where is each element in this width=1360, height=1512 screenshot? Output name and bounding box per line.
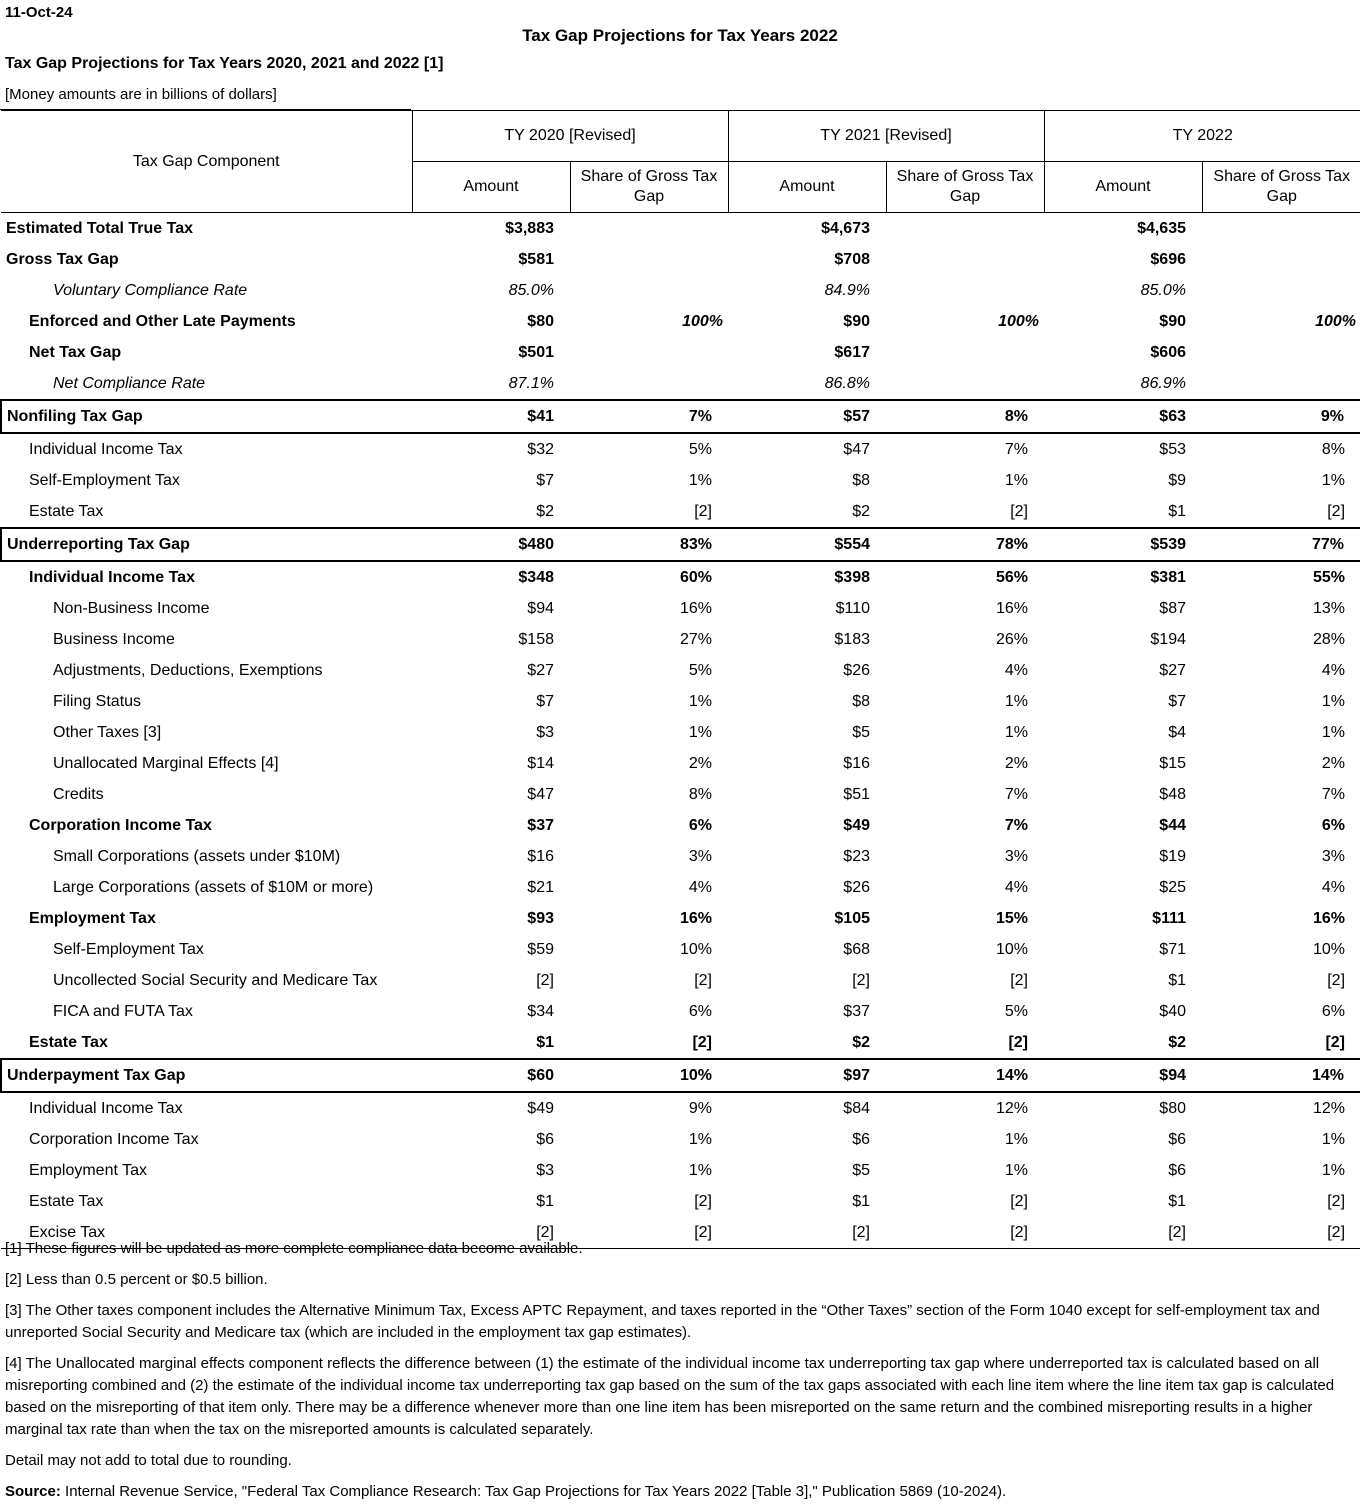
cell-share: [2] <box>694 1192 712 1210</box>
cell-amount: $348 <box>518 568 554 586</box>
cell-share: 2% <box>1004 754 1028 772</box>
cell-share: 9% <box>688 1099 712 1117</box>
cell-amount: $90 <box>1159 312 1186 330</box>
cell-amount: $2 <box>852 502 870 520</box>
cell-share: 15% <box>995 909 1028 927</box>
cell-amount: $94 <box>527 599 554 617</box>
cell-amount: $581 <box>518 250 554 268</box>
cell-share: 5% <box>1004 1002 1028 1020</box>
table-row <box>1 1124 1360 1155</box>
cell-amount: $8 <box>852 692 870 710</box>
cell-share: 4% <box>1321 661 1346 679</box>
cell-amount: $71 <box>1159 940 1186 958</box>
cell-share: 100% <box>682 312 723 330</box>
footnote-1: [1] These figures will be updated as more complete compliance data become available. <box>5 1240 583 1257</box>
cell-share: 2% <box>688 754 712 772</box>
cell-amount: $15 <box>1159 754 1186 772</box>
cell-amount: $37 <box>843 1002 870 1020</box>
cell-amount: $1 <box>1168 971 1186 989</box>
cell-amount: $32 <box>527 440 554 458</box>
cell-share: 26% <box>995 630 1028 648</box>
cell-amount: $16 <box>527 847 554 865</box>
cell-share: [2] <box>886 1217 1044 1249</box>
cell-share: 7% <box>570 400 728 433</box>
cell-amount: $3,883 <box>505 219 554 237</box>
cell-amount: $708 <box>834 250 870 268</box>
cell-amount: $19 <box>1159 847 1186 865</box>
cell-amount: $2 <box>852 1033 870 1051</box>
cell-share: 6% <box>1321 1002 1346 1020</box>
row-label: Uncollected Social Security and Medicare Tax <box>53 971 378 989</box>
cell-share: 1% <box>1321 1130 1346 1148</box>
cell-share: [2] <box>1327 971 1346 989</box>
section-row <box>1 1059 1360 1092</box>
cell-amount: $4,673 <box>821 219 870 237</box>
tax-gap-table <box>0 110 1360 1249</box>
cell-share: 1% <box>1004 1161 1028 1179</box>
cell-share: [2] <box>1010 502 1028 520</box>
table-row <box>1 368 1360 400</box>
cell-amount: $7 <box>536 471 554 489</box>
cell-share: 16% <box>995 599 1028 617</box>
cell-amount: $53 <box>1159 440 1186 458</box>
cell-share: 3% <box>1321 847 1346 865</box>
cell-amount: $49 <box>527 1099 554 1117</box>
header-share: Share of Gross Tax Gap <box>1202 162 1360 213</box>
header-year-2022: TY 2022 <box>1044 111 1360 162</box>
cell-amount: $93 <box>527 909 554 927</box>
table-row <box>1 561 1360 593</box>
cell-share: 1% <box>1004 1130 1028 1148</box>
table-row <box>1 686 1360 717</box>
row-label: Net Compliance Rate <box>53 374 206 392</box>
page-title: Tax Gap Projections for Tax Years 2022 <box>522 26 838 45</box>
cell-amount: $16 <box>843 754 870 772</box>
row-label: Adjustments, Deductions, Exemptions <box>53 661 323 679</box>
table-row <box>1 965 1360 996</box>
cell-amount: $6 <box>852 1130 870 1148</box>
cell-share: [2] <box>694 502 712 520</box>
cell-amount: $49 <box>843 816 870 834</box>
row-label: Unallocated Marginal Effects [4] <box>53 754 279 772</box>
cell-amount: $60 <box>412 1059 570 1092</box>
row-label: Non-Business Income <box>53 599 210 617</box>
table-row <box>1 717 1360 748</box>
footnote-2: [2] Less than 0.5 percent or $0.5 billion. <box>5 1271 268 1288</box>
cell-share: 60% <box>679 568 712 586</box>
row-label: Credits <box>53 785 104 803</box>
cell-share: 5% <box>688 661 712 679</box>
table-row <box>1 624 1360 655</box>
cell-share: 78% <box>886 528 1044 561</box>
table-row <box>1 275 1360 306</box>
cell-amount: $47 <box>527 785 554 803</box>
table-subtitle: Tax Gap Projections for Tax Years 2020, 2021 and 2022 [1] <box>5 55 444 72</box>
units-note: [Money amounts are in billions of dollars] <box>5 86 277 103</box>
row-label: Individual Income Tax <box>29 1099 183 1117</box>
row-label: Estate Tax <box>29 1033 108 1051</box>
row-label: Other Taxes [3] <box>53 723 162 741</box>
cell-share: [2] <box>1202 1217 1360 1249</box>
cell-amount: $21 <box>527 878 554 896</box>
row-label: Business Income <box>53 630 175 648</box>
row-label: Enforced and Other Late Payments <box>29 312 296 330</box>
cell-amount: $3 <box>536 1161 554 1179</box>
cell-amount: $59 <box>527 940 554 958</box>
cell-amount: $40 <box>1159 1002 1186 1020</box>
cell-amount: $1 <box>536 1033 554 1051</box>
cell-amount: $194 <box>1150 630 1186 648</box>
cell-amount: $501 <box>518 343 554 361</box>
cell-amount: 84.9% <box>824 281 870 299</box>
row-label: Voluntary Compliance Rate <box>53 281 248 299</box>
cell-amount: $80 <box>1159 1099 1186 1117</box>
header-year-2021: TY 2021 [Revised] <box>728 111 1044 162</box>
cell-share: 7% <box>1321 785 1346 803</box>
header-amount: Amount <box>728 162 886 213</box>
cell-share: 14% <box>886 1059 1044 1092</box>
cell-amount: $2 <box>1168 1033 1186 1051</box>
cell-amount: $5 <box>852 1161 870 1179</box>
header-share: Share of Gross Tax Gap <box>570 162 728 213</box>
cell-amount: $554 <box>728 528 886 561</box>
cell-share: 55% <box>1312 568 1346 586</box>
cell-amount: $1 <box>536 1192 554 1210</box>
cell-amount: $94 <box>1044 1059 1202 1092</box>
cell-share: 1% <box>1321 1161 1346 1179</box>
report-date: 11-Oct-24 <box>5 4 73 21</box>
cell-share: 1% <box>688 692 712 710</box>
cell-amount: $158 <box>518 630 554 648</box>
cell-share: [2] <box>1010 1192 1028 1210</box>
table-row <box>1 748 1360 779</box>
cell-share: [2] <box>1010 971 1028 989</box>
cell-amount: [2] <box>728 1217 886 1249</box>
cell-share: [2] <box>692 1033 712 1051</box>
table-row <box>1 655 1360 686</box>
cell-share: 1% <box>1004 471 1028 489</box>
table-row <box>1 465 1360 496</box>
cell-amount: $1 <box>852 1192 870 1210</box>
cell-amount: $183 <box>834 630 870 648</box>
header-amount: Amount <box>1044 162 1202 213</box>
cell-amount: $110 <box>835 599 870 617</box>
cell-share: 7% <box>1004 816 1028 834</box>
cell-amount: $27 <box>1159 661 1186 679</box>
table-row <box>1 934 1360 965</box>
cell-amount: $8 <box>852 471 870 489</box>
cell-amount: $47 <box>843 440 870 458</box>
cell-amount: $5 <box>852 723 870 741</box>
cell-amount: $398 <box>834 568 870 586</box>
footnotes <box>5 1238 1357 1512</box>
cell-share: 14% <box>1202 1059 1360 1092</box>
cell-share: 6% <box>688 816 712 834</box>
table-row <box>1 496 1360 528</box>
cell-amount: $105 <box>834 909 870 927</box>
cell-amount: [2] <box>1044 1217 1202 1249</box>
row-label: Nonfiling Tax Gap <box>1 400 412 433</box>
cell-amount: $617 <box>834 343 870 361</box>
cell-share: 1% <box>1004 723 1028 741</box>
row-label: Underpayment Tax Gap <box>1 1059 412 1092</box>
cell-amount: $14 <box>527 754 554 772</box>
cell-amount: $4 <box>1168 723 1186 741</box>
cell-share: 8% <box>1321 440 1346 458</box>
cell-share: 1% <box>1321 471 1346 489</box>
cell-amount: 85.0% <box>508 281 554 299</box>
cell-amount: $84 <box>843 1099 870 1117</box>
cell-share: 8% <box>688 785 712 803</box>
header-share: Share of Gross Tax Gap <box>886 162 1044 213</box>
cell-share: 6% <box>1321 816 1346 834</box>
header-amount: Amount <box>412 162 570 213</box>
cell-amount: $7 <box>536 692 554 710</box>
cell-amount: $26 <box>843 878 870 896</box>
cell-amount: $9 <box>1168 471 1186 489</box>
source-text: Internal Revenue Service, "Federal Tax Compliance Research: Tax Gap Projections for Tax Years 2022 [Table 3]," Publication 5869 (10-2024). <box>60 1483 1007 1500</box>
cell-amount: $41 <box>412 400 570 433</box>
cell-amount: $111 <box>1152 909 1186 927</box>
cell-amount: $27 <box>527 661 554 679</box>
row-label: Estate Tax <box>29 502 104 520</box>
section-row <box>1 528 1360 561</box>
table-row <box>1 872 1360 903</box>
cell-share: 5% <box>688 440 712 458</box>
cell-share: 10% <box>995 940 1028 958</box>
cell-amount: $97 <box>728 1059 886 1092</box>
cell-share: 16% <box>1312 909 1346 927</box>
cell-amount: [2] <box>536 971 554 989</box>
row-label: Self-Employment Tax <box>53 940 204 958</box>
table-row <box>1 1155 1360 1186</box>
cell-amount: 87.1% <box>508 374 554 392</box>
row-label: Employment Tax <box>29 909 156 927</box>
row-label: Self-Employment Tax <box>29 471 180 489</box>
cell-amount: $1 <box>1168 502 1186 520</box>
source-line <box>5 1481 1357 1503</box>
cell-share: 9% <box>1202 400 1360 433</box>
table-row <box>1 1092 1360 1124</box>
cell-share: 7% <box>1004 440 1028 458</box>
cell-amount: $51 <box>843 785 870 803</box>
cell-amount: $80 <box>527 312 554 330</box>
cell-share: [2] <box>1008 1033 1028 1051</box>
cell-share: 4% <box>1004 661 1028 679</box>
cell-amount: $381 <box>1150 568 1186 586</box>
cell-share: 1% <box>1004 692 1028 710</box>
cell-share: [2] <box>1327 502 1346 520</box>
cell-amount: [2] <box>852 971 870 989</box>
table-row <box>1 810 1360 841</box>
cell-share: 1% <box>688 471 712 489</box>
cell-share: 10% <box>679 940 712 958</box>
cell-amount: $4,635 <box>1137 219 1186 237</box>
cell-share: 3% <box>1004 847 1028 865</box>
table-row <box>1 213 1360 245</box>
cell-amount: $25 <box>1159 878 1186 896</box>
cell-share: 1% <box>688 723 712 741</box>
cell-amount: $37 <box>527 816 554 834</box>
cell-share: 100% <box>1315 312 1357 330</box>
cell-amount: 86.9% <box>1140 374 1186 392</box>
row-label: Corporation Income Tax <box>29 816 212 834</box>
cell-share: [2] <box>1327 1192 1346 1210</box>
cell-amount: $606 <box>1150 343 1186 361</box>
cell-share: 4% <box>1004 878 1028 896</box>
row-label: Individual Income Tax <box>29 440 183 458</box>
cell-share: 12% <box>995 1099 1028 1117</box>
row-label: Underreporting Tax Gap <box>1 528 412 561</box>
cell-amount: $48 <box>1159 785 1186 803</box>
cell-share: 4% <box>1321 878 1346 896</box>
cell-amount: $63 <box>1044 400 1202 433</box>
cell-amount: $57 <box>728 400 886 433</box>
cell-amount: $26 <box>843 661 870 679</box>
cell-share: [2] <box>1325 1033 1346 1051</box>
header-year-2020: TY 2020 [Revised] <box>412 111 728 162</box>
cell-amount: $7 <box>1168 692 1186 710</box>
cell-share: [2] <box>570 1217 728 1249</box>
row-label: Large Corporations (assets of $10M or more) <box>53 878 374 896</box>
cell-amount: $6 <box>536 1130 554 1148</box>
row-label: Small Corporations (assets under $10M) <box>53 847 341 865</box>
cell-share: 16% <box>679 909 712 927</box>
cell-amount: $44 <box>1159 816 1186 834</box>
table-row <box>1 244 1360 275</box>
table-row <box>1 779 1360 810</box>
cell-share: 1% <box>688 1161 712 1179</box>
cell-share: 2% <box>1321 754 1346 772</box>
row-label: Estate Tax <box>29 1192 104 1210</box>
footnote-4: [4] The Unallocated marginal effects component reflects the difference between (1) the estimate of the individual income tax underreporting tax gap where underreported tax is calculated based on all misreporting combined and (2) the estimate of the individual income tax underreporting tax gap based on the sum of the tax gaps associated with each line item where the line item tax gap is calculated based on the misreporting of that item only. There may be a difference whenever more than one line item has been misreported on the same return and the combined misreporting results in a higher marginal tax rate than when the tax on the misreported amounts is calculated separately. <box>5 1355 1335 1438</box>
section-row <box>1 400 1360 433</box>
cell-share: 6% <box>688 1002 712 1020</box>
cell-share: 1% <box>1321 723 1346 741</box>
cell-amount: [2] <box>412 1217 570 1249</box>
cell-amount: $1 <box>1168 1192 1186 1210</box>
cell-share: 4% <box>688 878 712 896</box>
row-label: Corporation Income Tax <box>29 1130 199 1148</box>
cell-share: 56% <box>995 568 1028 586</box>
cell-amount: $6 <box>1168 1161 1186 1179</box>
cell-amount: $87 <box>1159 599 1186 617</box>
cell-amount: 86.8% <box>824 374 870 392</box>
cell-amount: $2 <box>536 502 554 520</box>
cell-amount: $34 <box>527 1002 554 1020</box>
table-row <box>1 593 1360 624</box>
footnote-3: [3] The Other taxes component includes the Alternative Minimum Tax, Excess APTC Repayment, and taxes reported in the “Other Taxes” section of the Form 1040 except for self-employment tax and unreported Social Security and Medicare tax (which are included in the employment tax gap estimates). <box>5 1302 1320 1341</box>
header-component: Tax Gap Component <box>1 111 412 213</box>
cell-share: 10% <box>1312 940 1346 958</box>
table-row <box>1 996 1360 1027</box>
rounding-note: Detail may not add to total due to rounding. <box>5 1452 292 1469</box>
row-label: Employment Tax <box>29 1161 147 1179</box>
cell-amount: $3 <box>536 723 554 741</box>
cell-amount: 85.0% <box>1140 281 1186 299</box>
cell-amount: $539 <box>1044 528 1202 561</box>
table-row <box>1 1027 1360 1059</box>
cell-share: 10% <box>570 1059 728 1092</box>
table-row <box>1 903 1360 934</box>
row-label: Filing Status <box>53 692 142 710</box>
cell-share: 13% <box>1312 599 1346 617</box>
cell-amount: $68 <box>843 940 870 958</box>
table-row <box>1 433 1360 465</box>
row-label: Individual Income Tax <box>29 568 195 586</box>
cell-share: 27% <box>679 630 712 648</box>
cell-share: 16% <box>679 599 712 617</box>
cell-amount: $6 <box>1168 1130 1186 1148</box>
cell-share: 100% <box>998 312 1039 330</box>
cell-amount: $696 <box>1150 250 1186 268</box>
cell-share: 77% <box>1202 528 1360 561</box>
table-row <box>1 1186 1360 1217</box>
cell-share: [2] <box>694 971 712 989</box>
row-label: FICA and FUTA Tax <box>53 1002 193 1020</box>
cell-amount: $90 <box>843 312 870 330</box>
row-label: Estimated Total True Tax <box>6 219 194 237</box>
component-rows <box>1 400 1360 1249</box>
cell-share: 28% <box>1312 630 1346 648</box>
table-row <box>1 841 1360 872</box>
cell-amount: $23 <box>843 847 870 865</box>
row-label: Net Tax Gap <box>29 343 122 361</box>
cell-share: 1% <box>1321 692 1346 710</box>
cell-share: 83% <box>570 528 728 561</box>
cell-share: 1% <box>688 1130 712 1148</box>
source-label: Source: <box>5 1483 61 1500</box>
cell-share: 7% <box>1004 785 1028 803</box>
cell-share: 8% <box>886 400 1044 433</box>
row-label: Gross Tax Gap <box>6 250 119 268</box>
cell-share: 3% <box>688 847 712 865</box>
cell-amount: $480 <box>412 528 570 561</box>
row-label: Excise Tax <box>1 1217 412 1249</box>
cell-share: 12% <box>1312 1099 1346 1117</box>
